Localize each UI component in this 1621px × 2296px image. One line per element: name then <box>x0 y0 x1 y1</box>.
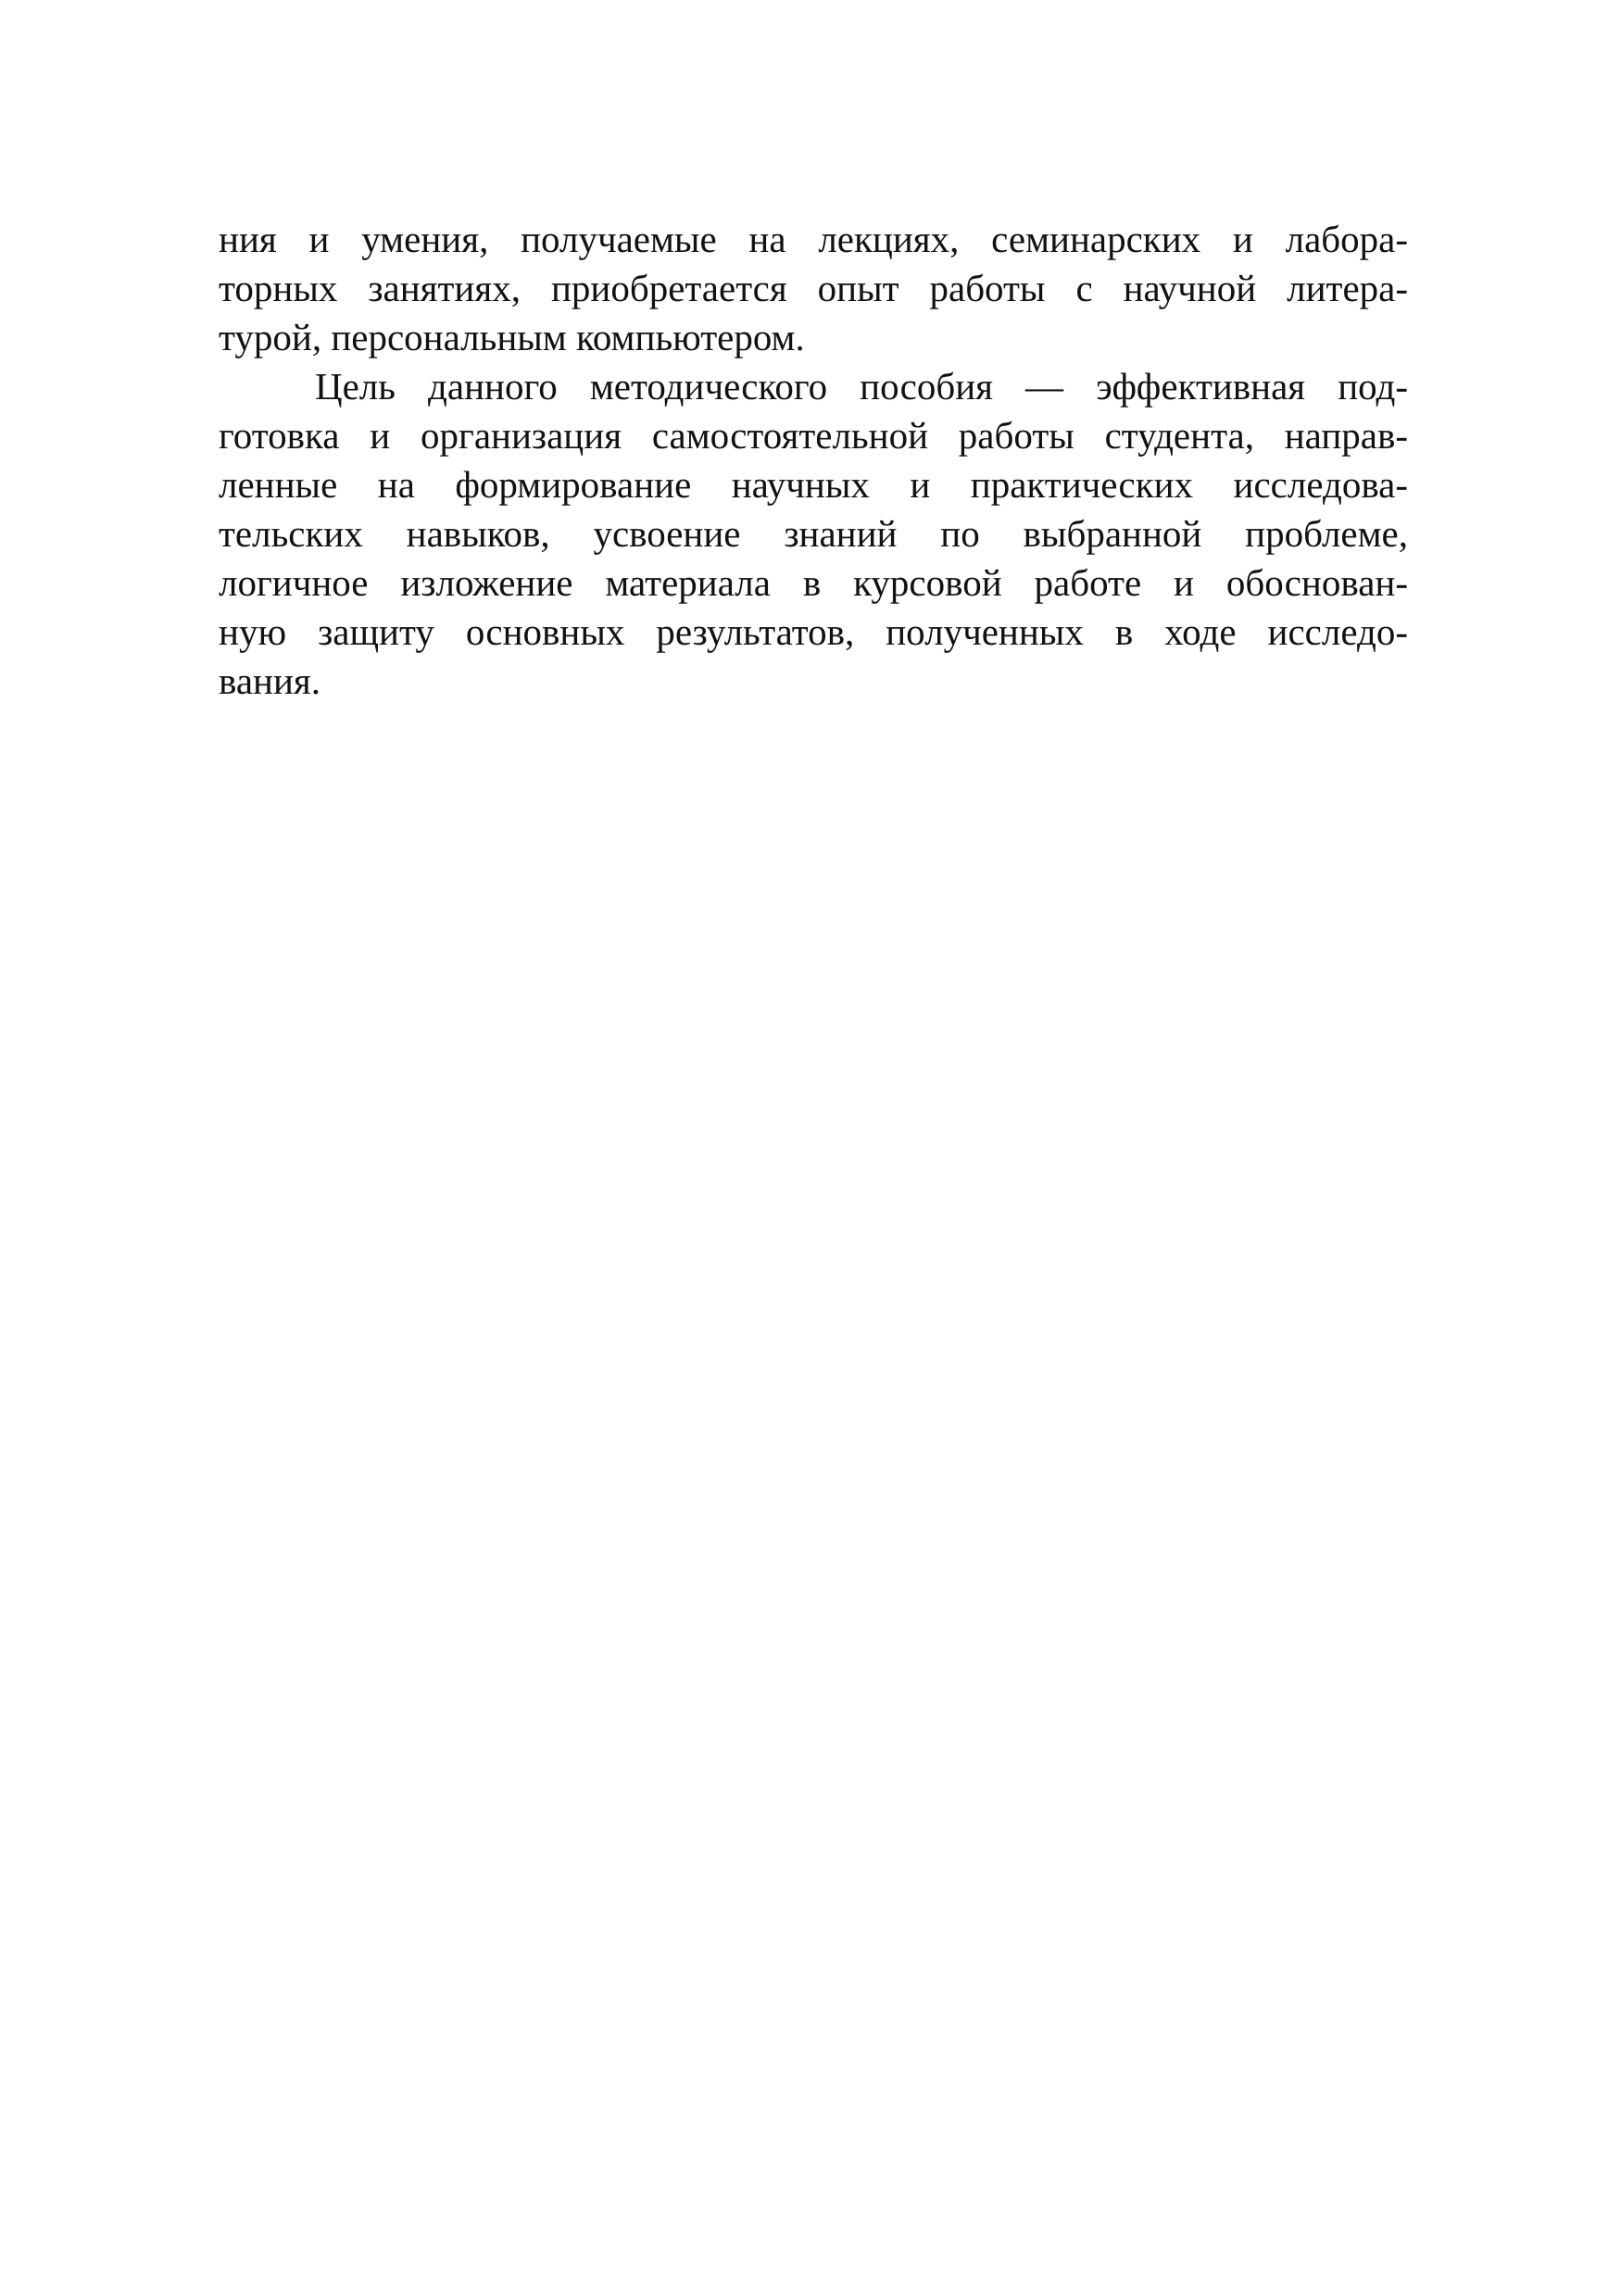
text-line: вания. <box>219 659 321 702</box>
text-line: тельских навыков, усвоение знаний по выбранной проблеме, <box>219 512 1408 555</box>
text-line: Цель данного методического пособия — эффективная под- <box>315 365 1408 408</box>
text-line: торных занятиях, приобретается опыт работы с научной литера- <box>219 267 1408 309</box>
text-line: турой, персональным компьютером. <box>219 316 805 358</box>
paragraph-2 <box>219 362 1408 706</box>
text-line: ленные на формирование научных и практических исследова- <box>219 463 1408 506</box>
paragraph-1 <box>219 215 1408 362</box>
body-text <box>219 215 1408 706</box>
text-line: логичное изложение материала в курсовой работе и обоснован- <box>219 561 1408 604</box>
text-line: ную защиту основных результатов, полученных в ходе исследо- <box>219 610 1408 653</box>
text-line: ния и умения, получаемые на лекциях, семинарских и лабора- <box>219 218 1408 260</box>
text-line: готовка и организация самостоятельной работы студента, направ- <box>219 414 1408 457</box>
